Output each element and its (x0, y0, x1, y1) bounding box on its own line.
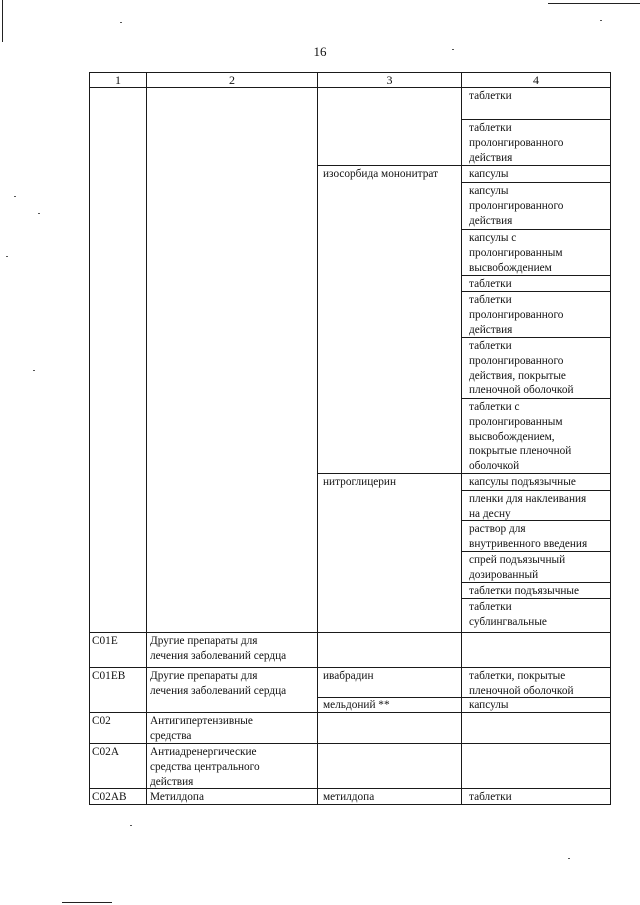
table-border (146, 72, 147, 805)
dosage-form: капсулы (469, 168, 509, 180)
atc-code: C01EB (92, 670, 126, 682)
table-border (461, 490, 611, 491)
dosage-form: таблетки подъязычные (469, 585, 580, 597)
scan-speck (14, 196, 16, 197)
table-border (89, 87, 611, 88)
atc-group-name: Антигипертензивные средства (150, 715, 253, 742)
table-border (89, 72, 90, 805)
scan-speck (120, 22, 122, 23)
table-border (461, 182, 611, 183)
dosage-form: капсулы с пролонгированным высвобождением (469, 232, 563, 274)
column-header: 2 (229, 73, 235, 87)
scan-speck (452, 49, 454, 50)
scan-speck (6, 256, 8, 257)
atc-code: C02A (92, 746, 119, 758)
table-border (89, 632, 611, 633)
atc-group-name: Антиадренергические средства центрального действия (150, 746, 260, 788)
atc-code: C02 (92, 715, 111, 727)
drug-name: ивабрадин (323, 670, 374, 682)
dosage-form: таблетки, покрытые пленочной оболочкой (469, 670, 574, 697)
dosage-form: таблетки сублингвальные (469, 601, 547, 628)
scan-speck (568, 858, 570, 859)
atc-group-name: Другие препараты для лечения заболеваний сердца (150, 670, 287, 697)
table-border (461, 229, 611, 230)
atc-code: C02AB (92, 791, 127, 803)
column-header: 4 (533, 73, 539, 87)
dosage-form: раствор для внутривенного введения (469, 523, 588, 550)
scan-speck (38, 213, 40, 214)
scan-speck (33, 370, 35, 371)
drug-name: мельдоний ** (323, 699, 390, 711)
table-border (317, 165, 611, 166)
atc-code: C01E (92, 635, 118, 647)
dosage-form: капсулы подъязычные (469, 476, 576, 488)
dosage-form: капсулы (469, 699, 509, 711)
dosage-form: таблетки пролонгированного действия, покрытые пленочной оболочкой (469, 340, 574, 397)
table-border (461, 119, 611, 120)
dosage-form: капсулы пролонгированного действия (469, 185, 564, 227)
drug-name: изосорбида мононитрат (323, 168, 439, 180)
page-number: 16 (313, 44, 327, 59)
scan-edge-mark (2, 0, 3, 42)
drug-name: метилдопа (323, 791, 375, 803)
dosage-form: таблетки (469, 791, 512, 803)
table-border (317, 72, 318, 805)
drug-name: нитроглицерин (323, 476, 397, 488)
scan-edge-mark (62, 902, 112, 903)
dosage-form: таблетки пролонгированного действия (469, 294, 564, 336)
dosage-form: таблетки пролонгированного действия (469, 122, 564, 164)
dosage-form: таблетки (469, 278, 512, 290)
dosage-form: таблетки (469, 90, 512, 102)
column-header: 1 (115, 73, 121, 87)
scan-edge-mark (548, 3, 640, 4)
dosage-form: спрей подъязычный дозированный (469, 554, 566, 581)
dosage-form: пленки для наклеивания на десну (469, 493, 587, 520)
table-border (89, 667, 611, 668)
atc-group-name: Метилдопа (150, 791, 204, 803)
scan-speck (600, 20, 602, 21)
atc-group-name: Другие препараты для лечения заболеваний сердца (150, 635, 287, 662)
column-header: 3 (386, 73, 393, 87)
dosage-form: таблетки с пролонгированным высвобождением, покрытые пленочной оболочкой (469, 401, 572, 473)
scan-speck (130, 825, 132, 826)
